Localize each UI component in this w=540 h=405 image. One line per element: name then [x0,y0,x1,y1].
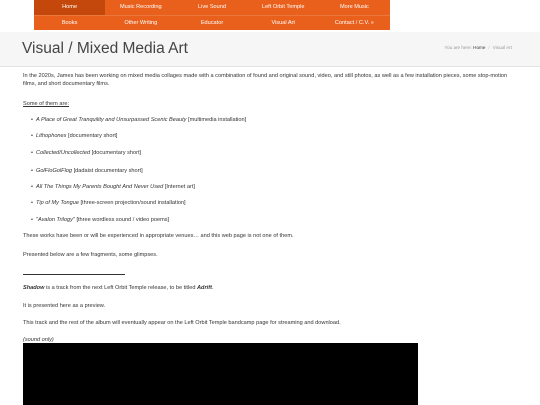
list-item [31,167,143,175]
nav-home[interactable]: Home [34,0,105,15]
intro-paragraph: In the 2020s, James has been working on mixed media collages made with a combination of found and original sound, video, and still photos, as well as a few installation pieces, some stop-motion films, and short documentary films. [23,73,508,88]
work-title: Lithophones [35,133,67,139]
album-note-paragraph: This track and the rest of the album will eventually appear on the Left Orbit Temple bandcamp page for streaming and download. [23,320,341,326]
horizontal-divider [23,274,125,275]
page-title: Visual / Mixed Media Art [22,40,188,57]
work-title: Tip of My Tongue [35,200,79,206]
work-title: "Avalon Trilogy" [35,217,75,223]
shadow-end: . [211,285,214,291]
nav-other-writing[interactable]: Other Writing [124,20,158,26]
nav-music-recording[interactable]: Music Recording [119,4,162,10]
bullet: • [31,150,33,156]
nav-visual-art[interactable]: Visual Art [271,20,295,26]
list-item [31,149,141,157]
bullet: • [31,168,33,174]
bullet: • [31,133,33,139]
breadcrumb-current: Visual Art [492,45,512,50]
list-item [31,116,246,124]
work-title: All The Things My Parents Bought And Never Used [35,184,164,190]
sound-only-caption: (sound only) [23,337,54,343]
nav-row-1 [34,0,390,15]
bullet: • [31,200,33,206]
nav-books[interactable]: Books [61,20,78,26]
list-item [31,216,169,224]
breadcrumb-prefix: You are here: [444,45,472,50]
shadow-text: is a track from the next Left Orbit Temple release, to be titled [44,285,198,291]
work-title: GolFloGolFlog [35,168,73,174]
list-item [31,132,117,140]
title-bar [0,32,540,67]
fragments-paragraph: Presented below are a few fragments, some glimpses. [23,252,158,258]
main-nav [34,0,390,30]
nav-educator[interactable]: Educator [200,20,224,26]
list-item [31,183,195,191]
nav-live-sound[interactable]: Live Sound [198,4,226,10]
some-of-them-heading: Some of them are: [23,101,70,107]
work-desc: [Internet art] [164,184,195,190]
bullet: • [31,117,33,123]
work-desc: [documentary short] [68,133,118,139]
nav-contact-cv[interactable]: Contact / C.V. » [334,20,374,26]
work-desc: [dadaist documentary short] [73,168,143,174]
breadcrumb-home-link[interactable]: Home [473,45,486,50]
shadow-track-title: Shadow [23,285,45,291]
nav-left-orbit-temple[interactable]: Left Orbit Temple [261,4,305,10]
shadow-paragraph [23,284,214,292]
work-title: A Place of Great Tranquility and Unsurpassed Scenic Beauty [35,117,187,123]
album-title: Adrift [197,285,212,291]
breadcrumb [444,45,512,50]
work-desc: [three wordless sound / video poems] [76,217,170,223]
work-desc: [multimedia installation] [188,117,247,123]
breadcrumb-separator: / [488,45,490,50]
venues-paragraph: These works have been or will be experienced in appropriate venues… and this web page is not one of them. [23,233,294,239]
bullet: • [31,217,33,223]
work-desc: [three-screen projection/sound installation] [80,200,186,206]
nav-row-2 [34,15,390,30]
work-desc: [documentary short] [91,150,142,156]
work-title: Collected/Uncollected [35,150,91,156]
video-player[interactable] [23,343,418,405]
list-item [31,199,186,207]
bullet: • [31,184,33,190]
preview-paragraph: It is presented here as a preview. [23,303,106,309]
nav-more-music[interactable]: More Music [339,4,369,10]
